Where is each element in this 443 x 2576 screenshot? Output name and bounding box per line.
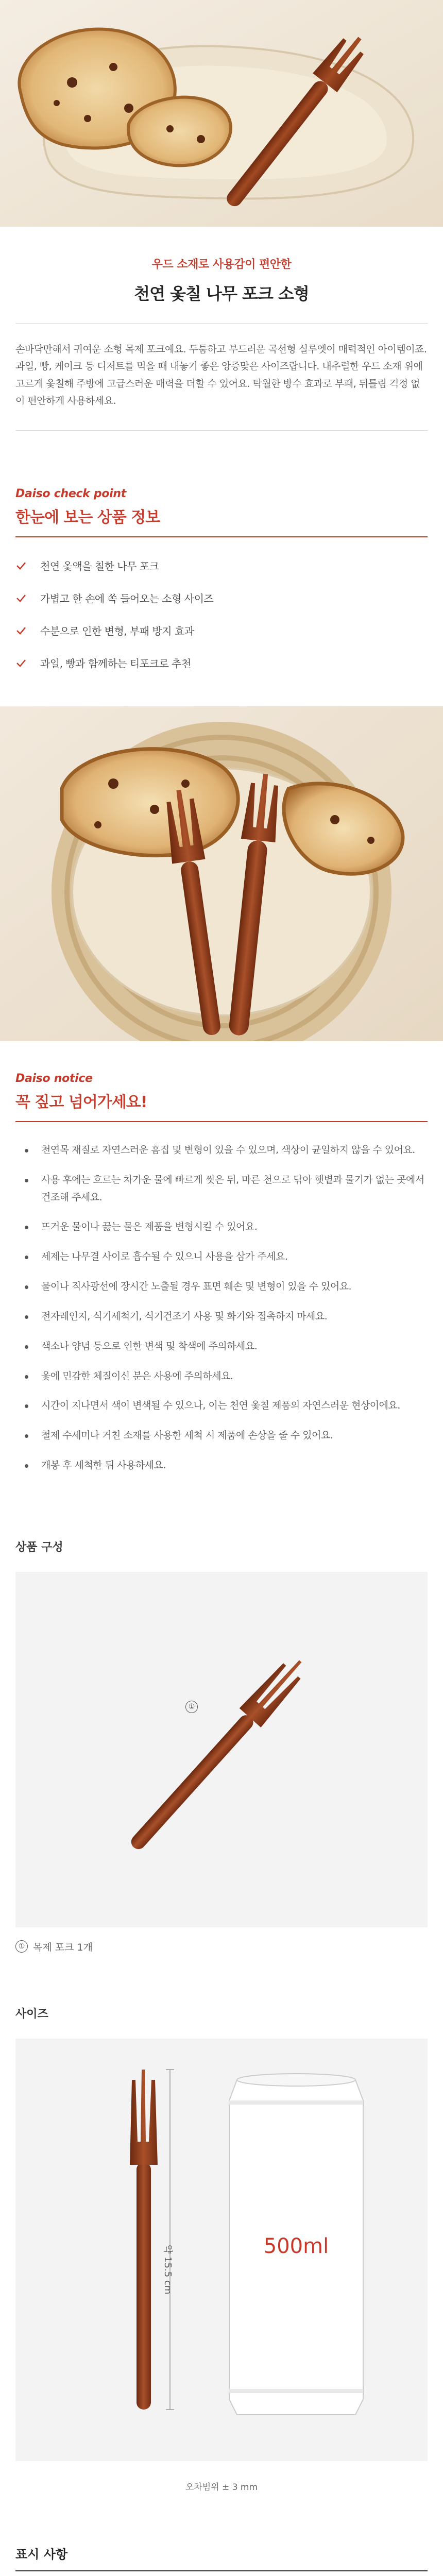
product-title: 천연 옻칠 나무 포크 소형: [134, 284, 309, 303]
notice-text: 철제 수세미나 거친 소재를 사용한 세척 시 제품에 손상을 줄 수 있어요.: [41, 1430, 333, 1442]
bullet-icon: [25, 1256, 28, 1259]
hero-photo-image: [0, 0, 443, 227]
check-point-header: [0, 487, 443, 537]
section-label: Daiso check point: [15, 487, 126, 500]
caption-number: ①: [15, 1940, 28, 1953]
section-label: Daiso notice: [15, 1072, 93, 1085]
fork-illustration: [15, 1572, 428, 1927]
check-icon: [15, 625, 27, 636]
list-item: [18, 1368, 425, 1385]
label-info-section: [0, 2493, 443, 2576]
component-marker: [185, 1701, 203, 1713]
label-info-body: [15, 2571, 428, 2576]
bullet-icon: [25, 1464, 28, 1468]
size-illustration: [15, 2059, 428, 2430]
list-item: [18, 1338, 425, 1355]
check-icon: [15, 657, 27, 669]
check-point-list: [0, 537, 443, 670]
components-section: [0, 1523, 443, 1954]
list-item: [15, 655, 428, 670]
components-box: [15, 1572, 428, 1927]
sizes-title: 사이즈: [15, 2007, 48, 2021]
bullet-icon: [25, 1345, 28, 1349]
list-item: [18, 1457, 425, 1475]
list-item: [15, 623, 428, 638]
components-caption: [15, 1940, 428, 1954]
tolerance-note: 오차범위 ± 3 mm: [185, 2482, 258, 2493]
product-description: 손바닥만해서 귀여운 소형 목제 포크예요. 두툼하고 부드러운 곡선형 실루엣이 매력적인 아이템이죠. 과일, 빵, 케이크 등 디저트를 먹을 때 내놓기 좋은 앙증맞은 사이즈랍니다. 내추럴한 우드 소재 위에 고르게 옻칠해 주방에 고급스러운 매력을 더할 수 있어요. 탁월한 방수 효과로 부패, 뒤틀림 걱정 없이 편안하게 사용하세요.: [15, 344, 427, 406]
marker-number: ①: [185, 1701, 198, 1713]
list-item: [18, 1427, 425, 1445]
list-item: [18, 1172, 425, 1207]
list-item: [18, 1248, 425, 1266]
notice-text: 색소나 양념 등으로 인한 변색 및 착색에 주의하세요.: [41, 1340, 258, 1352]
label-info-title: 표시 사항: [15, 2547, 68, 2562]
list-item: [15, 558, 428, 573]
notice-text: 개봉 후 세척한 뒤 사용하세요.: [41, 1459, 166, 1471]
caption-text: 목제 포크 1개: [33, 1941, 93, 1953]
notice-text: 옻에 민감한 체질이신 분은 사용에 주의하세요.: [41, 1370, 233, 1382]
components-title: 상품 구성: [15, 1540, 63, 1554]
notice-text: 시간이 지나면서 색이 변색될 수 있으나, 이는 천연 옻칠 제품의 자연스러운 현상이에요.: [41, 1400, 400, 1412]
list-item: [18, 1278, 425, 1296]
sizes-section: [0, 1954, 443, 2493]
notice-text: 전자레인지, 식기세척기, 식기건조기 사용 및 화기와 접촉하지 마세요.: [41, 1310, 328, 1322]
notice-list: [0, 1122, 443, 1475]
divider: [15, 430, 428, 431]
notice-header: [0, 1072, 443, 1122]
notice-text: 세제는 나무결 사이로 흡수될 수 있으니 사용을 삼가 주세요.: [41, 1251, 288, 1263]
lifestyle-photo: [0, 706, 443, 1041]
list-item: [18, 1142, 425, 1159]
section-heading: 꼭 짚고 넘어가세요!: [15, 1093, 147, 1111]
check-icon: [15, 592, 27, 604]
volume-text: 500ml: [263, 2234, 329, 2258]
divider: [15, 323, 428, 324]
list-item: [18, 1308, 425, 1326]
fork-length-label: [162, 2245, 175, 2294]
hero-photo: [0, 0, 443, 227]
section-heading: 한눈에 보는 상품 정보: [15, 509, 160, 527]
tagline: 우드 소재로 사용감이 편안한: [151, 258, 292, 271]
bullet-icon: [25, 1285, 28, 1289]
notice-section: [0, 1041, 443, 1523]
sizes-box: [15, 2039, 428, 2461]
list-item: [18, 1218, 425, 1236]
notice-text: 사용 후에는 흐르는 차가운 물에 빠르게 씻은 뒤, 마른 천으로 닦아 햇볕과 물기가 없는 곳에서 건조해 주세요.: [41, 1174, 424, 1203]
bullet-icon: [25, 1179, 28, 1182]
notice-text: 뜨거운 물이나 끓는 물은 제품을 변형시킬 수 있어요.: [41, 1221, 258, 1233]
check-point-text: 수분으로 인한 변형, 부패 방지 효과: [40, 625, 194, 637]
bullet-icon: [25, 1404, 28, 1408]
bullet-icon: [25, 1375, 28, 1379]
bullet-icon: [25, 1149, 28, 1153]
check-point-text: 천연 옻액을 칠한 나무 포크: [40, 560, 159, 572]
length-text: 약 15.5 cm: [162, 2244, 173, 2295]
check-point-section: [0, 451, 443, 706]
notice-text: 천연목 재질로 자연스러운 흠집 및 변형이 있을 수 있으며, 색상이 균일하지 않을 수 있어요.: [41, 1144, 415, 1156]
intro-section: [0, 227, 443, 451]
bullet-icon: [25, 1226, 28, 1229]
bullet-icon: [25, 1315, 28, 1319]
check-point-text: 가볍고 한 손에 쏙 들어오는 소형 사이즈: [40, 592, 214, 605]
bullet-icon: [25, 1434, 28, 1438]
notice-text: 물이나 직사광선에 장시간 노출될 경우 표면 훼손 및 변형이 있을 수 있어요.: [41, 1281, 352, 1293]
list-item: [18, 1397, 425, 1415]
lifestyle-photo-image: [0, 706, 443, 1041]
list-item: [15, 590, 428, 605]
check-icon: [15, 560, 27, 571]
check-point-text: 과일, 빵과 함께하는 티포크로 추천: [40, 657, 191, 670]
can-volume-label: [229, 2234, 363, 2258]
